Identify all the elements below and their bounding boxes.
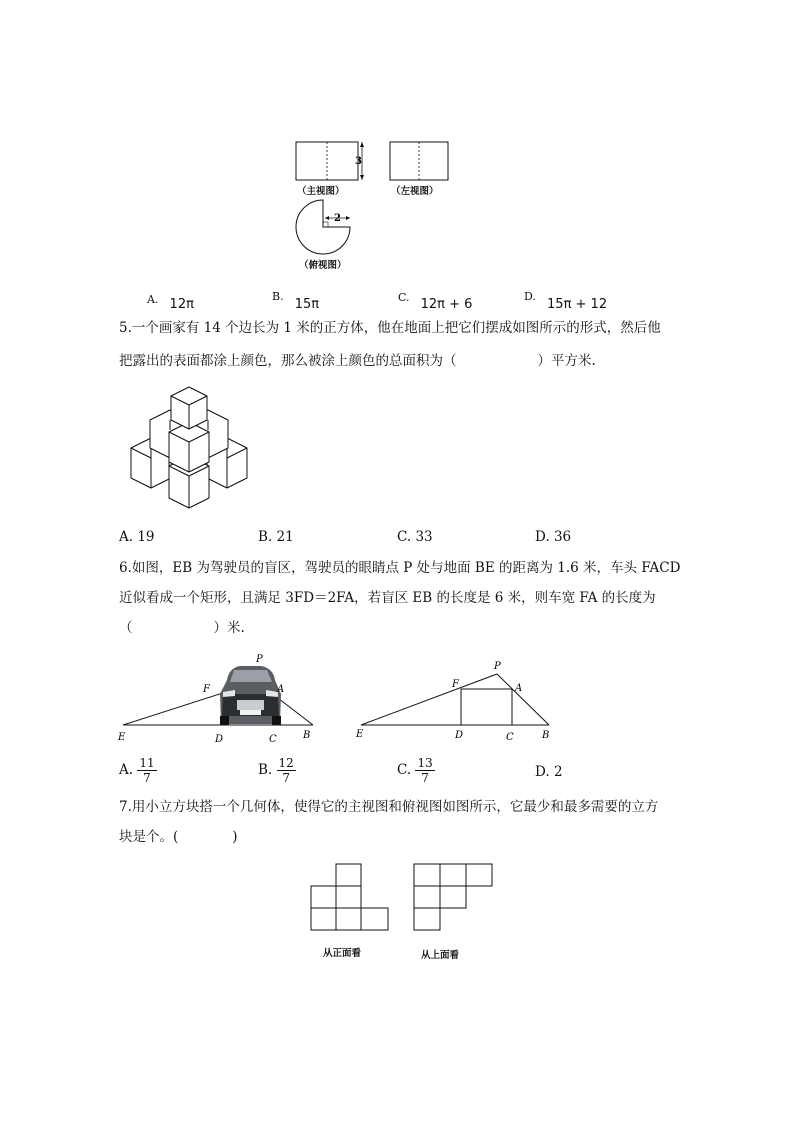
- height-label: 3: [355, 156, 362, 167]
- label-B: B: [542, 730, 550, 741]
- q6-geometry-figure: [353, 655, 558, 747]
- front-view-caption: （主视图）: [297, 186, 345, 197]
- q4-option-b[interactable]: B. $_{15\pi}$: [272, 290, 320, 312]
- label-P: P: [256, 654, 263, 665]
- q6-car-figure: [115, 650, 325, 746]
- label-F: F: [452, 679, 459, 690]
- q4-option-a[interactable]: A. $_{12\pi}$: [147, 293, 194, 312]
- label-E: E: [118, 732, 126, 743]
- car-icon: [220, 666, 281, 725]
- q5-cube-stack-figure: [125, 382, 255, 512]
- label-B: B: [303, 730, 311, 741]
- q6-option-b[interactable]: B. $\frac{12}{7}$: [258, 756, 294, 785]
- q5-line-2: 把露出的表面都涂上颜色，那么被涂上颜色的总面积为（ ）平方米.: [119, 353, 596, 369]
- q5-option-c[interactable]: C. 33: [397, 529, 433, 545]
- label-D: D: [215, 734, 224, 745]
- q4-option-d[interactable]: D. $_{15\pi + 12}$: [524, 290, 608, 312]
- q6-option-d[interactable]: D. 2: [535, 764, 563, 780]
- q7-front-caption: 从正面看: [323, 948, 362, 959]
- label-A: A: [277, 684, 285, 695]
- label-C: C: [269, 734, 277, 745]
- q6-line-1: 6.如图，EB 为驾驶员的盲区，驾驶员的眼睛点 P 处与地面 BE 的距离为 1.6 米，车头 FACD: [119, 560, 681, 576]
- left-view-caption: （左视图）: [391, 186, 439, 197]
- q7-line-1: 7.用小立方块搭一个几何体，使得它的主视图和俯视图如图所示，它最少和最多需要的立方: [119, 799, 659, 815]
- q5-option-a[interactable]: A. 19: [119, 529, 155, 545]
- q7-top-caption: 从上面看: [421, 950, 460, 961]
- q5-line-1: 5.一个画家有 14 个边长为 1 米的正方体，他在地面上把它们摆成如图所示的形式，然后他: [119, 320, 661, 336]
- q4-option-c[interactable]: C. $_{12\pi + 6}$: [398, 291, 473, 312]
- fraction: $\frac{12}{7}$: [278, 756, 294, 785]
- q7-line-2: 块是个。( ): [119, 829, 238, 845]
- q7-top-view-grid: [412, 863, 496, 933]
- q6-option-a[interactable]: A. $\frac{11}{7}$: [119, 756, 155, 785]
- q6-line-3: （ ）米.: [119, 620, 245, 636]
- label-E: E: [356, 729, 364, 740]
- q5-option-b[interactable]: B. 21: [258, 529, 294, 545]
- label-F: F: [203, 684, 210, 695]
- fraction: $\frac{13}{7}$: [417, 756, 433, 785]
- label-C: C: [506, 732, 514, 743]
- fraction: $\frac{11}{7}$: [139, 756, 155, 785]
- label-D: D: [455, 730, 464, 741]
- q6-line-2: 近似看成一个矩形，且满足 3FD＝2FA，若盲区 EB 的长度是 6 米，则车宽 FA 的长度为: [119, 590, 656, 606]
- q7-front-view-grid: [309, 863, 391, 933]
- q5-option-d[interactable]: D. 36: [535, 529, 572, 545]
- q6-option-c[interactable]: C. $\frac{13}{7}$: [397, 756, 433, 785]
- label-A: A: [515, 683, 523, 694]
- radius-label: 2: [334, 213, 341, 224]
- top-view-caption: （俯视图）: [299, 260, 347, 271]
- label-P: P: [494, 661, 501, 672]
